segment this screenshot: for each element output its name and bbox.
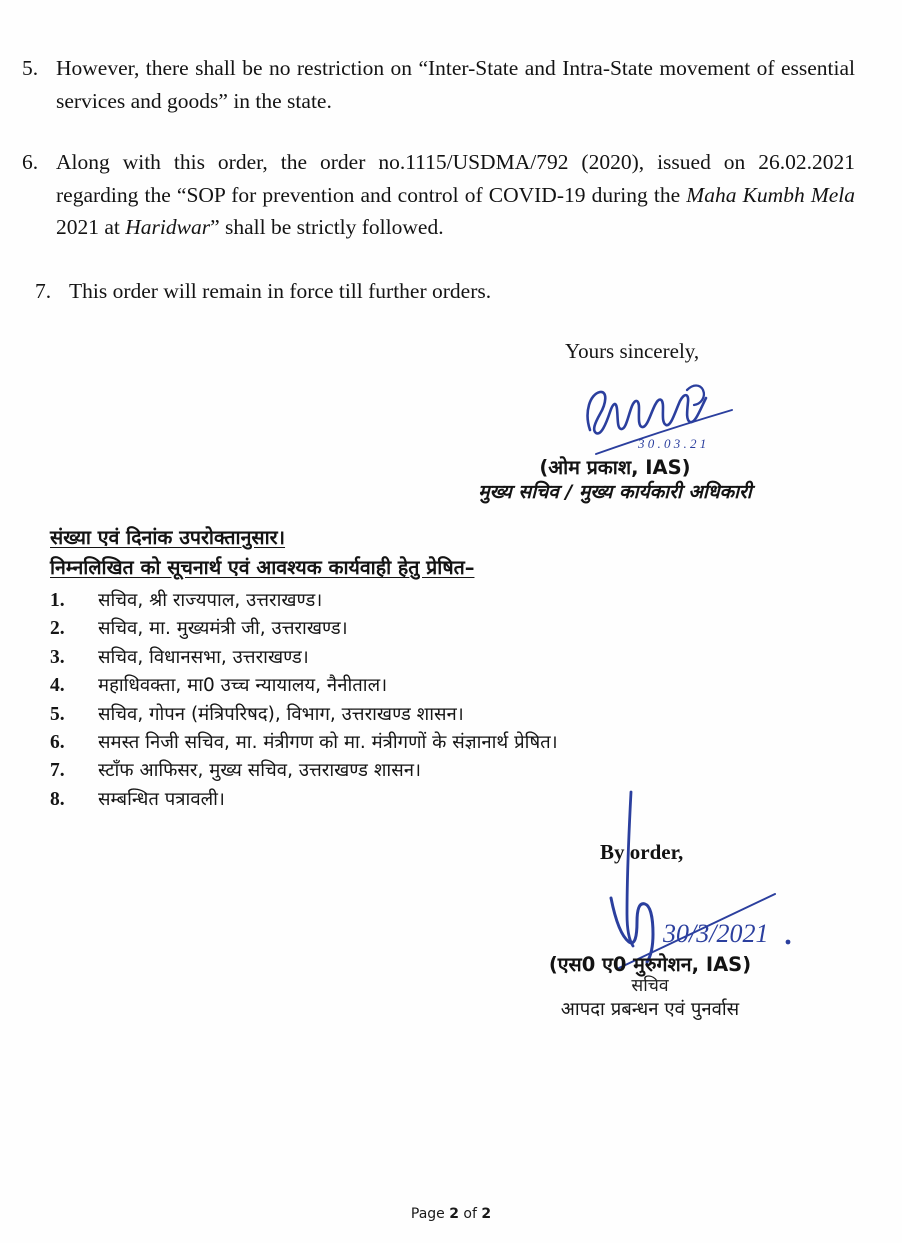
footer-total-pages: 2 <box>481 1206 492 1222</box>
list-item <box>50 786 750 814</box>
signature-2-dot <box>786 940 791 945</box>
hindi-heading-reference: संख्या एवं दिनांक उपरोक्तानुसार। <box>50 526 286 549</box>
clause-6-part2: 2021 at <box>56 215 126 240</box>
list-item-text: सचिव, श्री राज्यपाल, उत्तराखण्ड। <box>98 590 323 611</box>
signature-ink-murugeshan <box>575 790 805 975</box>
clause-7 <box>35 275 815 308</box>
list-item-number: 3. <box>50 646 65 668</box>
list-item <box>50 729 750 757</box>
clause-6-italic-maha-kumbh-mela: Maha Kumbh Mela <box>686 182 855 207</box>
footer-middle: of <box>458 1206 482 1222</box>
signatory-2-name: (एस0 ए0 मुरुगेशन, IAS) <box>548 953 752 976</box>
list-item-number: 5. <box>50 703 65 725</box>
list-item-number: 4. <box>50 675 65 697</box>
clause-6-part1: Along with this order, the order no.1115/USDMA/792 (2020), issued on 26.02.2021 regarding the “SOP for prevention and control of COVID-19 during the <box>56 150 855 207</box>
list-item-number: 7. <box>50 760 65 782</box>
signature-2-date: 30/3/2021 <box>663 919 769 948</box>
signatory-1-designation: मुख्य सचिव / मुख्य कार्यकारी अधिकारी <box>478 481 752 503</box>
list-item-text: सम्बन्धित पत्रावली। <box>98 788 225 810</box>
list-item <box>50 644 750 672</box>
distribution-list <box>50 587 750 814</box>
by-order-label: By order, <box>600 840 684 864</box>
list-item-text: स्टाँफ आफिसर, मुख्य सचिव, उत्तराखण्ड शासन। <box>98 760 421 782</box>
footer-prefix: Page <box>410 1206 450 1222</box>
clause-6 <box>22 146 855 244</box>
clause-6-number: 6. <box>22 150 39 174</box>
signature-1-date: 3 0 . 0 3 . 2 1 <box>638 436 707 451</box>
list-item-text: समस्त निजी सचिव, मा. मंत्रीगण को मा. मंत्रीगणों के संज्ञानार्थ प्रेषित। <box>98 731 558 753</box>
hindi-heading-distribution: निम्नलिखित को सूचनार्थ एवं आवश्यक कार्यवाही हेतु प्रेषित– <box>50 556 475 579</box>
list-item-text: महाधिवक्ता, मा0 उच्च न्यायालय, नैनीताल। <box>98 675 388 697</box>
clause-7-number: 7. <box>35 279 52 303</box>
footer-current-page: 2 <box>449 1206 459 1222</box>
clause-6-italic-haridwar: Haridwar <box>125 215 211 240</box>
list-item-text: सचिव, मा. मुख्यमंत्री जी, उत्तराखण्ड। <box>98 618 348 640</box>
list-item <box>50 587 750 615</box>
clause-6-text <box>56 146 855 244</box>
signatory-2-designation-line-2: आपदा प्रबन्धन एवं पुनर्वास <box>560 999 740 1020</box>
list-item-text: सचिव, विधानसभा, उत्तराखण्ड। <box>98 646 309 668</box>
page-footer <box>0 1206 902 1222</box>
clause-5-text: However, there shall be no restriction on “Inter-State and Intra-State movement of essential services and goods” in the state. <box>56 56 855 113</box>
closing-salutation: Yours sincerely, <box>565 339 700 363</box>
list-item <box>50 672 750 700</box>
clause-5 <box>22 52 855 117</box>
clause-7-text: This order will remain in force till further orders. <box>69 279 492 303</box>
signature-ink-om-prakash <box>560 368 760 463</box>
signatory-2-designation-line-1: सचिव <box>631 976 669 996</box>
clause-6-part3: ” shall be strictly followed. <box>210 215 444 240</box>
list-item-number: 2. <box>50 618 65 640</box>
list-item-number: 1. <box>50 590 65 611</box>
list-item <box>50 701 750 729</box>
signatory-1-name: (ओम प्रकाश, IAS) <box>539 456 691 479</box>
list-item <box>50 615 750 643</box>
clause-5-number: 5. <box>22 56 39 80</box>
list-item-number: 6. <box>50 731 65 753</box>
list-item <box>50 757 750 785</box>
list-item-text: सचिव, गोपन (मंत्रिपरिषद), विभाग, उत्तराखण्ड शासन। <box>98 703 464 725</box>
list-item-number: 8. <box>50 788 65 810</box>
